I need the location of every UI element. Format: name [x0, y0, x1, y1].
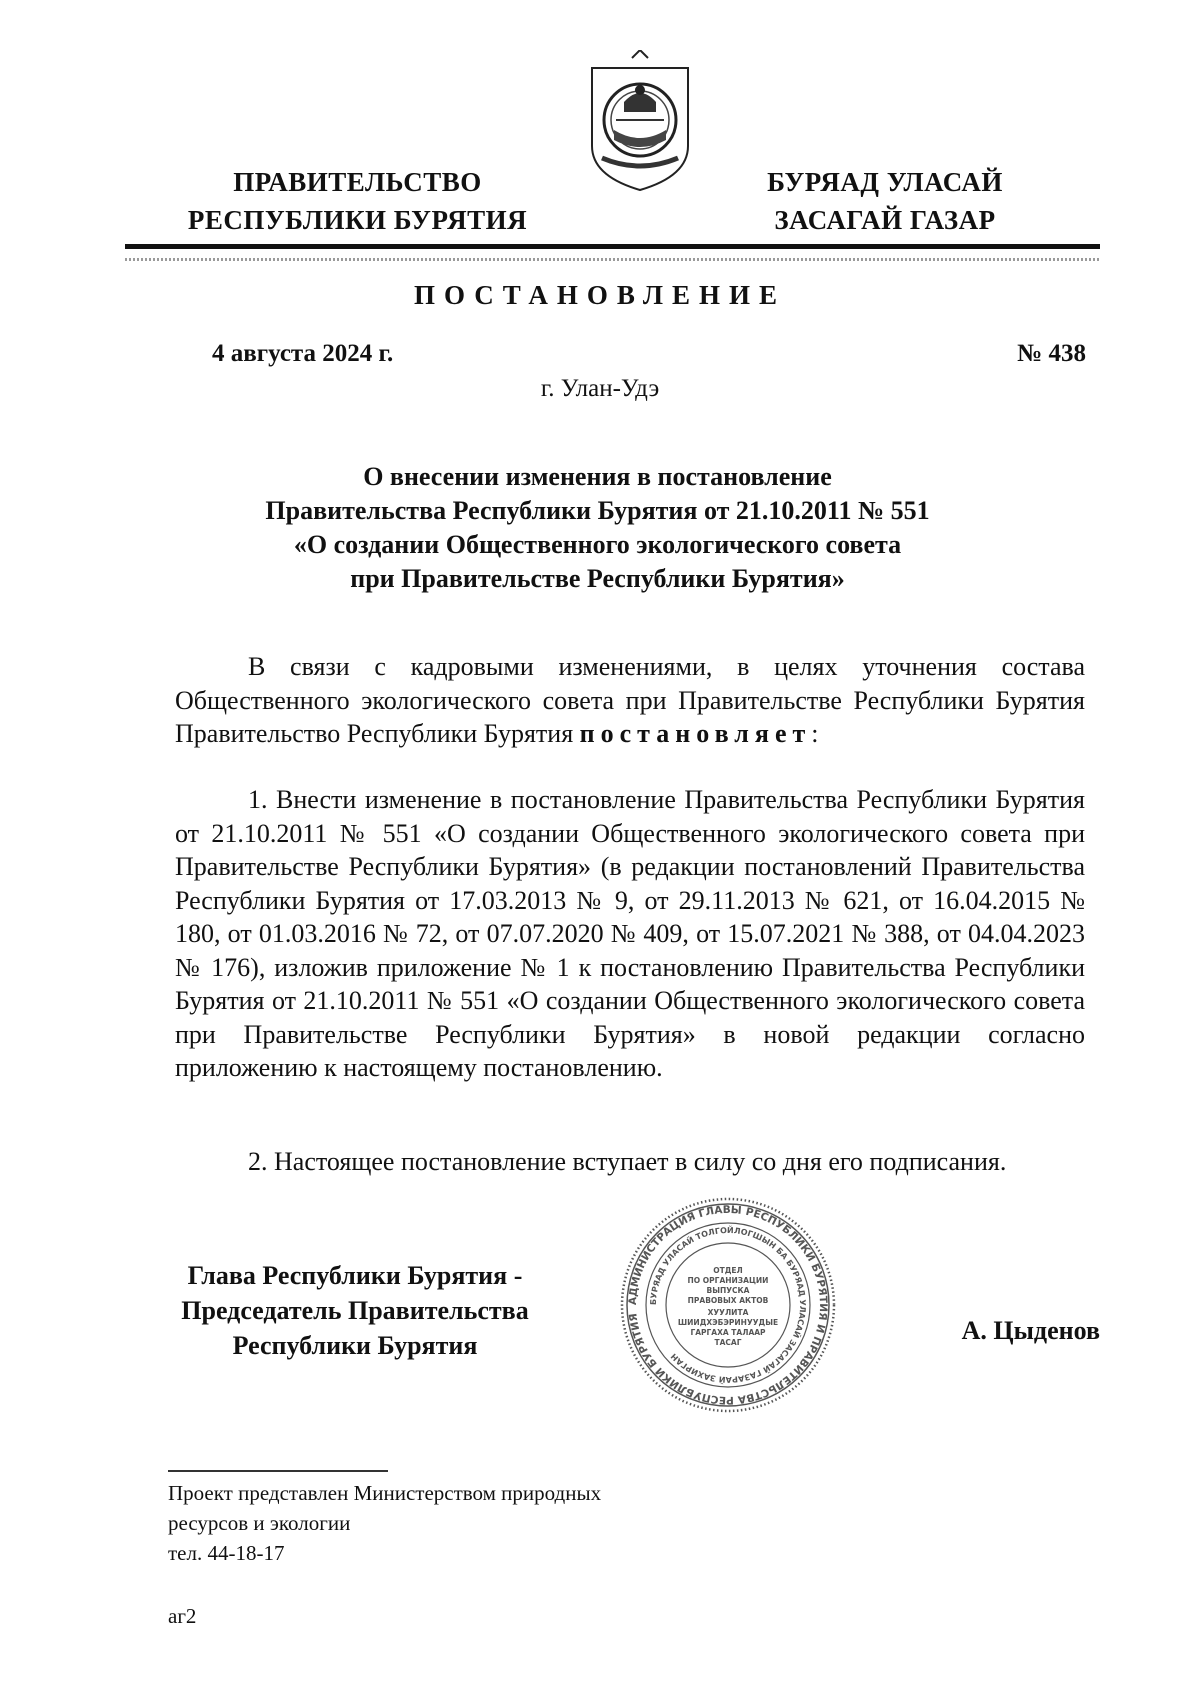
header-right-line2: ЗАСАГАЙ ГАЗАР [774, 205, 996, 235]
item-1-text: 1. Внести изменение в постановление Правительства Республики Бурятия от 21.10.2011 № 551 «О создании Общественного экологического совета при Правительстве Республики Бурятия» (в редакции постановлений Правительства Республики Бурятия от 17.03.2013 № 9, от 29.11.2013 № 621, от 16.04.2015 № 180, от 01.03.2016 № 72, от 07.07.2020 № 409, от 15.07.2021 № 388, от 04.04.2023 № 176), изложив приложение № 1 к постановлению Правительства Республики Бурятия от 21.10.2011 № 551 «О создании Общественного экологического совета при Правительстве Республики Бурятия» в новой редакции согласно приложению к настоящему постановлению. [175, 785, 1085, 1082]
header-left-block [165, 163, 550, 239]
seal-center-line1: ОТДЕЛ [713, 1266, 743, 1275]
document-city: г. Улан-Удэ [540, 375, 660, 402]
footnote-line2: ресурсов и экологии [168, 1511, 351, 1535]
seal-center-line5: ХУУЛИТА [707, 1308, 749, 1317]
title-line3: «О создании Общественного экологического совета [293, 530, 902, 559]
seal-center-line8: ТАСАГ [714, 1338, 742, 1347]
position-line3: Республики Бурятия [232, 1331, 478, 1360]
seal-outer-text: АДМИНИСТРАЦИЯ ГЛАВЫ РЕСПУБЛИКИ БУРЯТИЯ И ПРАВИТЕЛЬСТВА РЕСПУБЛИКИ БУРЯТИЯ [626, 1203, 830, 1407]
document-number: № 438 [1017, 340, 1086, 367]
header-left-line1: ПРАВИТЕЛЬСТВО [233, 167, 482, 197]
title-line2: Правительства Республики Бурятия от 21.10.2011 № 551 [265, 496, 930, 525]
document-type: ПОСТАНОВЛЕНИЕ [413, 280, 787, 310]
header-divider-thick [125, 244, 1100, 249]
footnote-block [168, 1478, 601, 1568]
decree-colon: : [811, 719, 819, 748]
seal-center-line6: ШИИДХЭБЭРИНУУДЫЕ [677, 1318, 779, 1327]
document-code: аг2 [168, 1604, 197, 1628]
seal-center-line4: ПРАВОВЫХ АКТОВ [687, 1296, 769, 1305]
seal-inner-text: БУРЯАД УЛАСАЙ ТОЛГОЙЛОГШЫН БА БУРЯАД УЛАСАЙ ЗАСАГАЙ ГАЗАРАЙ ЗАХИРГАН [648, 1225, 808, 1385]
preamble-text: В связи с кадровыми изменениями, в целях уточнения состава Общественного экологического совета при Правительстве Республики Бурятия Правительство Республики Бурятия [175, 652, 1085, 748]
item-1-paragraph [175, 783, 1085, 1085]
header-divider-dotted [125, 258, 1100, 261]
title-line4: при Правительстве Республики Бурятия» [350, 564, 845, 593]
position-line1: Глава Республики Бурятия - [187, 1261, 523, 1290]
title-line1: О внесении изменения в постановление [363, 462, 832, 491]
decree-word: постановляет [579, 719, 812, 748]
footnote-line1: Проект представлен Министерством природных [168, 1481, 602, 1505]
header-right-block [720, 163, 1050, 239]
official-seal [618, 1195, 838, 1415]
item-2-text: 2. Настоящее постановление вступает в силу со дня его подписания. [248, 1147, 1007, 1176]
header-right-line1: БУРЯАД УЛАСАЙ [767, 167, 1003, 197]
item-2-paragraph [175, 1145, 1085, 1179]
footnote-divider [168, 1470, 388, 1472]
seal-center-line7: ГАРГАХА ТАЛААР [690, 1328, 766, 1337]
header-left-line2: РЕСПУБЛИКИ БУРЯТИЯ [187, 205, 528, 235]
footnote-line3: тел. 44-18-17 [168, 1541, 285, 1565]
document-title [150, 460, 1045, 596]
seal-center-line2: ПО ОРГАНИЗАЦИИ [687, 1276, 769, 1285]
seal-center-line3: ВЫПУСКА [706, 1286, 750, 1295]
position-line2: Председатель Правительства [181, 1296, 529, 1325]
coat-of-arms-emblem [584, 50, 696, 192]
signatory-position [145, 1258, 565, 1363]
preamble-paragraph [175, 650, 1085, 751]
document-date: 4 августа 2024 г. [212, 340, 394, 367]
signatory-name: А. Цыденов [961, 1316, 1100, 1345]
